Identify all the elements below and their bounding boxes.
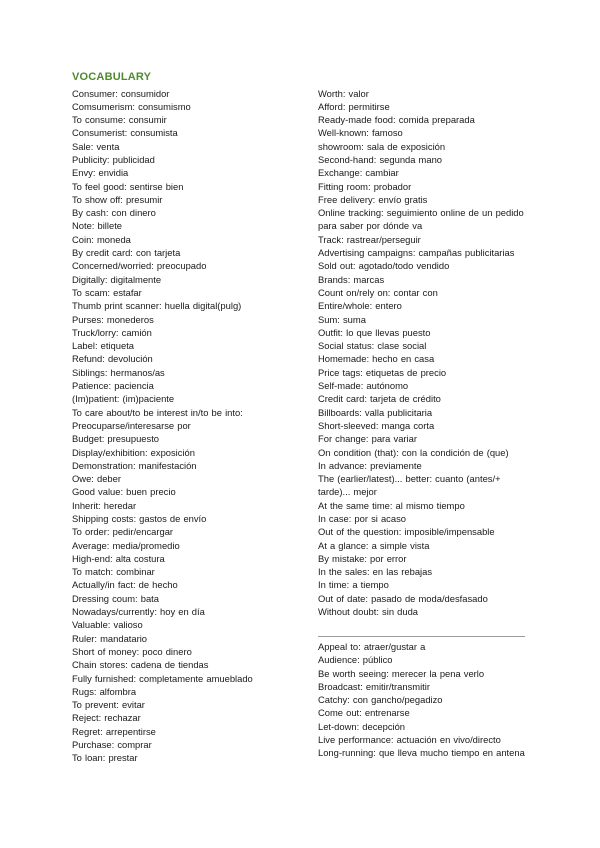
vocabulary-entry: By cash: con dinero [72,207,156,219]
vocabulary-entry: Social status: clase social [318,340,427,352]
vocabulary-entry: Outfit: lo que llevas puesto [318,326,431,338]
vocabulary-entry: Price tags: etiquetas de precio [318,366,447,378]
vocabulary-entry: To show off: presumir [72,193,163,205]
vocabulary-entry: Billboards: valla publicitaria [318,406,433,418]
vocabulary-entry: Entire/whole: entero [318,300,402,312]
vocabulary-list-right [318,87,530,619]
vocabulary-entry: Sum: suma [318,313,366,325]
vocabulary-entry: Self-made: autónomo [318,380,409,392]
vocabulary-entry: Track: rastrear/perseguir [318,233,421,245]
vocabulary-entry: Regret: arrepentirse [72,725,156,737]
vocabulary-entry: Let-down: decepción [318,720,406,732]
vocabulary-entry: Credit card: tarjeta de crédito [318,393,441,405]
vocabulary-entry: In the sales: en las rebajas [318,566,433,578]
vocabulary-entry: Nowadays/currently: hoy en día [72,606,205,618]
vocabulary-entry: Fitting room: probador [318,180,412,192]
vocabulary-entry: Reject: rechazar [72,712,141,724]
vocabulary-entry: Homemade: hecho en casa [318,353,435,365]
vocabulary-entry: Ready-made food: comida preparada [318,114,475,126]
vocabulary-entry: Refund: devolución [72,353,153,365]
vocabulary-entry: Second-hand: segunda mano [318,153,443,165]
vocabulary-entry: Truck/lorry: camión [72,326,152,338]
vocabulary-entry: Without doubt: sin duda [318,606,419,618]
vocabulary-entry: Digitally: digitalmente [72,273,162,285]
vocabulary-entry: Note: billete [72,220,123,232]
vocabulary-entry: Valuable: valioso [72,619,143,631]
vocabulary-entry: Appeal to: atraer/gustar a [318,641,426,652]
vocabulary-entry: To consume: consumir [72,114,167,126]
vocabulary-entry: Fully furnished: completamente amueblado [72,672,253,684]
vocabulary-entry: Online tracking: seguimiento online de un pedido para saber por dónde va [318,207,524,232]
vocabulary-entry: Advertising campaigns: campañas publicitarias [318,247,515,259]
vocabulary-entry: Afford: permitirse [318,100,390,112]
vocabulary-list-media [318,640,530,760]
vocabulary-entry: For change: para variar [318,433,417,445]
vocabulary-entry: At a glance: a simple vista [318,539,430,551]
vocabulary-entry: Concerned/worried: preocupado [72,260,207,272]
vocabulary-entry: On condition (that): con la condición de (que) [318,446,509,458]
vocabulary-entry: Dressing coum: bata [72,592,159,604]
vocabulary-entry: Ruler: mandatario [72,632,148,644]
page-title: VOCABULARY [72,71,152,83]
vocabulary-entry: Come out: entrenarse [318,707,410,719]
vocabulary-entry: Sale: venta [72,140,120,152]
vocabulary-entry: Patience: paciencia [72,380,154,392]
vocabulary-entry: The (earlier/latest)... better: cuanto (antes/+ tarde)... mejor [318,473,501,498]
vocabulary-entry: Brands: marcas [318,273,385,285]
vocabulary-entry: Be worth seeing: merecer la pena verlo [318,667,485,679]
vocabulary-entry: By credit card: con tarjeta [72,247,181,259]
vocabulary-entry: Broadcast: emitir/transmitir [318,680,430,692]
vocabulary-entry: By mistake: por error [318,552,407,564]
vocabulary-entry: Short of money: poco dinero [72,645,192,657]
vocabulary-entry: Out of the question: imposible/impensable [318,526,495,538]
vocabulary-entry: Budget: presupuesto [72,433,160,445]
vocabulary-list-left [72,87,304,765]
vocabulary-entry: Inherit: heredar [72,499,137,511]
vocabulary-entry: Actually/in fact: de hecho [72,579,178,591]
vocabulary-entry: Coin: moneda [72,233,131,245]
vocabulary-entry: Display/exhibition: exposición [72,446,195,458]
vocabulary-entry: Long-running: que lleva mucho tiempo en antena [318,747,525,759]
vocabulary-entry: Short-sleeved: manga corta [318,419,435,431]
vocabulary-entry: Demonstration: manifestación [72,459,197,471]
vocabulary-entry: Thumb print scanner: huella digital(pulg) [72,300,242,312]
vocabulary-entry: Consumer: consumidor [72,87,170,99]
vocabulary-entry: Owe: deber [72,473,121,485]
vocabulary-entry: Catchy: con gancho/pegadizo [318,694,443,706]
section-divider [318,636,525,637]
vocabulary-entry: High-end: alta costura [72,552,165,564]
vocabulary-entry: (Im)patient: (im)paciente [72,393,175,405]
vocabulary-entry: Rugs: alfombra [72,685,137,697]
vocabulary-entry: Audience: público [318,654,393,666]
vocabulary-entry: Purses: monederos [72,313,154,325]
vocabulary-entry: Out of date: pasado de moda/desfasado [318,592,488,604]
vocabulary-entry: To feel good: sentirse bien [72,180,184,192]
vocabulary-entry: At the same time: al mismo tiempo [318,499,465,511]
vocabulary-entry: Count on/rely on: contar con [318,286,438,298]
vocabulary-entry: Exchange: cambiar [318,167,399,179]
vocabulary-entry: Envy: envidia [72,167,129,179]
vocabulary-entry: Well-known: famoso [318,127,403,139]
vocabulary-entry: To scam: estafar [72,286,142,298]
vocabulary-entry: Publicity: publicidad [72,153,155,165]
vocabulary-entry: In time: a tiempo [318,579,389,591]
vocabulary-entry: Comsumerism: consumismo [72,100,191,112]
vocabulary-entry: To loan: prestar [72,752,138,764]
vocabulary-entry: Preocuparse/interesarse por [72,419,191,431]
vocabulary-entry: Siblings: hermanos/as [72,366,165,378]
vocabulary-entry: showroom: sala de exposición [318,140,446,152]
vocabulary-entry: Average: media/promedio [72,539,180,551]
vocabulary-entry: Sold out: agotado/todo vendido [318,260,450,272]
vocabulary-entry: Shipping costs: gastos de envío [72,513,207,524]
vocabulary-entry: To order: pedir/encargar [72,526,174,538]
vocabulary-entry: Free delivery: envío gratis [318,193,428,205]
vocabulary-entry: To care about/to be interest in/to be into: [72,406,243,418]
vocabulary-entry: To prevent: evitar [72,699,145,711]
vocabulary-entry: Chain stores: cadena de tiendas [72,659,209,671]
vocabulary-entry: Consumerist: consumista [72,127,178,139]
vocabulary-entry: In advance: previamente [318,459,422,471]
vocabulary-entry: Purchase: comprar [72,739,152,751]
vocabulary-entry: Label: etiqueta [72,340,135,352]
vocabulary-entry: In case: por si acaso [318,513,406,524]
vocabulary-entry: Worth: valor [318,87,369,99]
vocabulary-entry: Good value: buen precio [72,486,176,498]
vocabulary-entry: To match: combinar [72,566,155,578]
vocabulary-entry: Live performance: actuación en vivo/directo [318,734,501,746]
